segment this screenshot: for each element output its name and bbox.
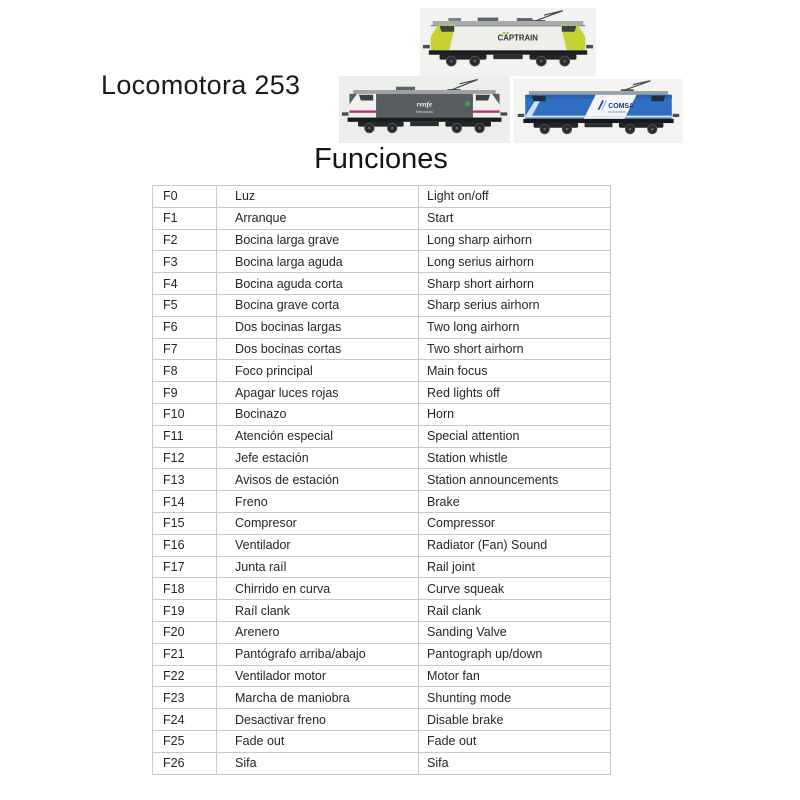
comsa-locomotive-photo xyxy=(514,79,683,143)
function-key-cell: F12 xyxy=(153,447,217,469)
spanish-description-cell: Raíl clank xyxy=(217,600,419,622)
spanish-description-cell: Junta raíl xyxy=(217,556,419,578)
table-row xyxy=(153,186,611,208)
function-key-cell: F23 xyxy=(153,687,217,709)
table-row xyxy=(153,469,611,491)
english-description-cell: Rail clank xyxy=(419,600,611,622)
renfe-logo-text: renfe xyxy=(416,100,433,109)
spanish-description-cell: Bocina larga aguda xyxy=(217,251,419,273)
renfe-locomotive-illustration xyxy=(339,76,510,143)
english-description-cell: Radiator (Fan) Sound xyxy=(419,534,611,556)
table-row xyxy=(153,491,611,513)
table-row xyxy=(153,294,611,316)
english-description-cell: Sifa xyxy=(419,752,611,774)
page-title: Locomotora 253 xyxy=(101,70,301,100)
spanish-description-cell: Arenero xyxy=(217,621,419,643)
comsa-locomotive-illustration xyxy=(514,79,683,143)
captrain-locomotive-illustration xyxy=(420,8,596,76)
english-description-cell: Sharp serius airhorn xyxy=(419,294,611,316)
spanish-description-cell: Marcha de maniobra xyxy=(217,687,419,709)
english-description-cell: Special attention xyxy=(419,425,611,447)
wheel-hubs xyxy=(543,128,653,131)
renfe-locomotive-photo xyxy=(339,76,510,143)
english-description-cell: Sharp short airhorn xyxy=(419,273,611,295)
comsa-sublabel-text: rail transport xyxy=(608,109,627,114)
comsa-logo-text: COMSA xyxy=(608,102,635,110)
spanish-description-cell: Fade out xyxy=(217,730,419,752)
green-badge xyxy=(465,101,469,105)
spanish-description-cell: Atención especial xyxy=(217,425,419,447)
renfe-sublabel-text: Mercancías xyxy=(415,109,434,114)
english-description-cell: Horn xyxy=(419,403,611,425)
spanish-description-cell: Bocina larga grave xyxy=(217,229,419,251)
spanish-description-cell: Chirrido en curva xyxy=(217,578,419,600)
spanish-description-cell: Luz xyxy=(217,186,419,208)
table-row xyxy=(153,273,611,295)
table-row xyxy=(153,621,611,643)
table-row xyxy=(153,207,611,229)
english-description-cell: Station announcements xyxy=(419,469,611,491)
function-key-cell: F26 xyxy=(153,752,217,774)
function-key-cell: F5 xyxy=(153,294,217,316)
table-row xyxy=(153,665,611,687)
english-description-cell: Main focus xyxy=(419,360,611,382)
function-key-cell: F14 xyxy=(153,491,217,513)
function-key-cell: F6 xyxy=(153,316,217,338)
spanish-description-cell: Compresor xyxy=(217,512,419,534)
table-row xyxy=(153,687,611,709)
function-key-cell: F11 xyxy=(153,425,217,447)
english-description-cell: Motor fan xyxy=(419,665,611,687)
function-key-cell: F19 xyxy=(153,600,217,622)
english-description-cell: Rail joint xyxy=(419,556,611,578)
function-key-cell: F16 xyxy=(153,534,217,556)
function-key-cell: F2 xyxy=(153,229,217,251)
function-key-cell: F15 xyxy=(153,512,217,534)
english-description-cell: Two short airhorn xyxy=(419,338,611,360)
english-description-cell: Shunting mode xyxy=(419,687,611,709)
english-description-cell: Light on/off xyxy=(419,186,611,208)
table-row xyxy=(153,316,611,338)
table-row xyxy=(153,338,611,360)
table-row xyxy=(153,382,611,404)
spanish-description-cell: Bocina grave corta xyxy=(217,294,419,316)
table-row xyxy=(153,534,611,556)
english-description-cell: Two long airhorn xyxy=(419,316,611,338)
function-key-cell: F22 xyxy=(153,665,217,687)
function-key-cell: F9 xyxy=(153,382,217,404)
spanish-description-cell: Avisos de estación xyxy=(217,469,419,491)
table-row xyxy=(153,600,611,622)
pantograph-icon xyxy=(447,80,477,91)
function-key-cell: F24 xyxy=(153,709,217,731)
table-row xyxy=(153,730,611,752)
function-key-cell: F21 xyxy=(153,643,217,665)
table-row xyxy=(153,403,611,425)
table-row xyxy=(153,643,611,665)
spanish-description-cell: Arranque xyxy=(217,207,419,229)
english-description-cell: Disable brake xyxy=(419,709,611,731)
english-description-cell: Brake xyxy=(419,491,611,513)
function-key-cell: F4 xyxy=(153,273,217,295)
spanish-description-cell: Ventilador motor xyxy=(217,665,419,687)
spanish-description-cell: Apagar luces rojas xyxy=(217,382,419,404)
spanish-description-cell: Bocinazo xyxy=(217,403,419,425)
english-description-cell: Curve squeak xyxy=(419,578,611,600)
english-description-cell: Red lights off xyxy=(419,382,611,404)
english-description-cell: Long serius airhorn xyxy=(419,251,611,273)
spanish-description-cell: Desactivar freno xyxy=(217,709,419,731)
renfe-logo xyxy=(416,101,433,114)
captrain-logo-text: CAPTRAIN xyxy=(497,33,538,43)
english-description-cell: Pantograph up/down xyxy=(419,643,611,665)
function-key-cell: F25 xyxy=(153,730,217,752)
table-row xyxy=(153,578,611,600)
function-key-cell: F3 xyxy=(153,251,217,273)
section-title: Funciones xyxy=(314,143,448,175)
captrain-locomotive-photo xyxy=(420,8,596,76)
table-row xyxy=(153,251,611,273)
function-key-cell: F18 xyxy=(153,578,217,600)
wheel-hubs xyxy=(450,60,566,63)
functions-table xyxy=(152,185,611,775)
table-row xyxy=(153,447,611,469)
function-key-cell: F13 xyxy=(153,469,217,491)
function-key-cell: F8 xyxy=(153,360,217,382)
english-description-cell: Sanding Valve xyxy=(419,621,611,643)
english-description-cell: Compressor xyxy=(419,512,611,534)
table-row xyxy=(153,752,611,774)
spanish-description-cell: Dos bocinas largas xyxy=(217,316,419,338)
spanish-description-cell: Sifa xyxy=(217,752,419,774)
table-row xyxy=(153,512,611,534)
function-key-cell: F0 xyxy=(153,186,217,208)
table-row xyxy=(153,556,611,578)
functions-table-body xyxy=(153,186,611,775)
spanish-description-cell: Pantógrafo arriba/abajo xyxy=(217,643,419,665)
english-description-cell: Long sharp airhorn xyxy=(419,229,611,251)
table-row xyxy=(153,360,611,382)
wheel-hubs xyxy=(368,127,481,130)
spanish-description-cell: Freno xyxy=(217,491,419,513)
captrain-logo xyxy=(498,32,539,43)
function-key-cell: F10 xyxy=(153,403,217,425)
spanish-description-cell: Bocina aguda corta xyxy=(217,273,419,295)
english-description-cell: Start xyxy=(419,207,611,229)
spanish-description-cell: Dos bocinas cortas xyxy=(217,338,419,360)
english-description-cell: Fade out xyxy=(419,730,611,752)
function-key-cell: F1 xyxy=(153,207,217,229)
table-row xyxy=(153,229,611,251)
spanish-description-cell: Foco principal xyxy=(217,360,419,382)
function-key-cell: F17 xyxy=(153,556,217,578)
function-key-cell: F20 xyxy=(153,621,217,643)
spanish-description-cell: Jefe estación xyxy=(217,447,419,469)
english-description-cell: Station whistle xyxy=(419,447,611,469)
pantograph-icon xyxy=(621,81,651,91)
spanish-description-cell: Ventilador xyxy=(217,534,419,556)
pantograph-icon xyxy=(531,11,562,22)
function-key-cell: F7 xyxy=(153,338,217,360)
table-row xyxy=(153,709,611,731)
table-row xyxy=(153,425,611,447)
